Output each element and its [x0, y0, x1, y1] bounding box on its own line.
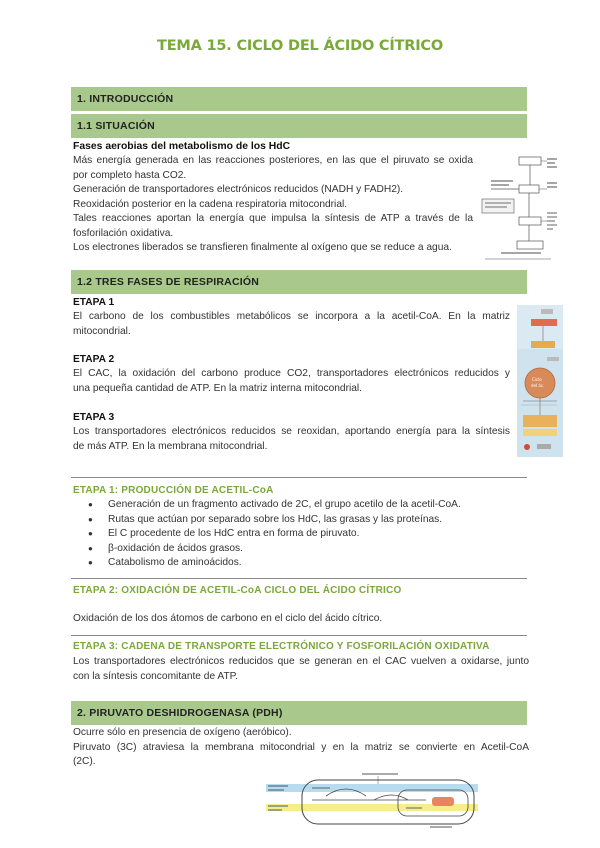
etapa-3-detail-paragraph	[73, 655, 529, 684]
pdh-line: Piruvato (3C) atraviesa la membrana mitocondrial y en la matriz se convierte en Acetil-CoA	[73, 741, 529, 753]
etapa-3-line: de más ATP. En la membrana mitocondrial.	[73, 440, 268, 452]
etapa-3-paragraph	[73, 425, 510, 454]
etapa-1-line: El carbono de los combustibles metabólicos se incorpora a la acetil-CoA. En la matriz	[73, 311, 510, 322]
etapa-2-label: ETAPA 2	[73, 354, 115, 365]
etapa-3-detail-line: Los transportadores electrónicos reducidos que se generan en el CAC vuelven a oxidarse, junto	[73, 656, 529, 667]
etapa-1-label: ETAPA 1	[73, 297, 115, 308]
section-heading-tres-fases: 1.2 TRES FASES DE RESPIRACIÓN	[71, 270, 527, 294]
situacion-line: Generación de transportadores electrónicos reducidos (NADH y FADH2).	[73, 184, 404, 195]
etapa-1-detail-heading: ETAPA 1: PRODUCCIÓN DE ACETIL-CoA	[73, 485, 274, 496]
situacion-line: Más energía generada en las reacciones posteriores, en las que el piruvato se oxida	[73, 155, 473, 166]
situacion-line: Reoxidación posterior en la cadena respiratoria mitocondrial.	[73, 198, 348, 210]
divider	[71, 477, 527, 478]
etapa-2-paragraph	[73, 367, 510, 396]
situacion-line: Tales reacciones aportan la energía que impulsa la síntesis de ATP a través de la	[73, 213, 473, 224]
pdh-line: Ocurre sólo en presencia de oxígeno (aeróbico).	[73, 727, 292, 738]
respiration-stages-figure	[517, 305, 563, 457]
etapa-2-line: El CAC, la oxidación del carbono produce CO2, transportadores electrónicos reducidos y	[73, 368, 510, 379]
divider	[71, 578, 527, 579]
situacion-paragraph	[73, 154, 473, 256]
etapa-1-paragraph	[73, 310, 510, 339]
etapa-1-line: mitocondrial.	[73, 325, 131, 337]
list-item: ● β-oxidación de ácidos grasos.	[88, 542, 461, 557]
etapa-2-detail-heading: ETAPA 2: OXIDACIÓN DE ACETIL-CoA CICLO DEL ÁCIDO CÍTRICO	[73, 585, 402, 596]
pdh-membrane-diagram	[266, 770, 478, 832]
svg-text:del ác.: del ác.	[531, 383, 545, 388]
section-heading-intro: 1. INTRODUCCIÓN	[71, 87, 527, 111]
list-item: ● El C procedente de los HdC entra en forma de piruvato.	[88, 527, 461, 542]
etapa-2-detail-text: Oxidación de los dos átomos de carbono en el ciclo del ácido cítrico.	[73, 613, 383, 624]
situacion-line: por completo hasta CO2.	[73, 169, 187, 181]
etapa-1-bullet-list	[88, 498, 461, 571]
situacion-line: fosforilación oxidativa.	[73, 227, 174, 239]
divider	[71, 635, 527, 636]
list-item: ● Generación de un fragmento activado de 2C, el grupo acetilo de la acetil-CoA.	[88, 498, 461, 513]
etapa-3-line: Los transportadores electrónicos reducidos se reoxidan, aportando energía para la síntesis	[73, 426, 510, 437]
list-item: ● Catabolismo de aminoácidos.	[88, 556, 461, 571]
etapa-3-detail-heading: ETAPA 3: CADENA DE TRANSPORTE ELECTRÓNICO Y FOSFORILACIÓN OXIDATIVA	[73, 641, 490, 652]
section-heading-pdh: 2. PIRUVATO DESHIDROGENASA (PDH)	[71, 701, 527, 725]
etapa-3-label: ETAPA 3	[73, 412, 115, 423]
situacion-heading: Fases aerobias del metabolismo de los HdC	[73, 141, 291, 152]
metabolism-flowchart-figure	[481, 155, 559, 263]
page-title: TEMA 15. CICLO DEL ÁCIDO CÍTRICO	[157, 38, 443, 54]
pdh-paragraph	[73, 726, 529, 770]
pdh-line: (2C).	[73, 756, 96, 767]
list-item: ● Rutas que actúan por separado sobre los HdC, las grasas y las proteínas.	[88, 513, 461, 528]
svg-text:Ciclo: Ciclo	[532, 377, 542, 382]
etapa-3-detail-line: con la síntesis concomitante de ATP.	[73, 670, 238, 682]
situacion-line: Los electrones liberados se transfieren finalmente al oxígeno que se reduce a agua.	[73, 242, 452, 253]
section-heading-situacion: 1.1 SITUACIÓN	[71, 114, 527, 138]
etapa-2-line: una pequeña cantidad de ATP. En la matriz interna mitocondrial.	[73, 382, 363, 394]
